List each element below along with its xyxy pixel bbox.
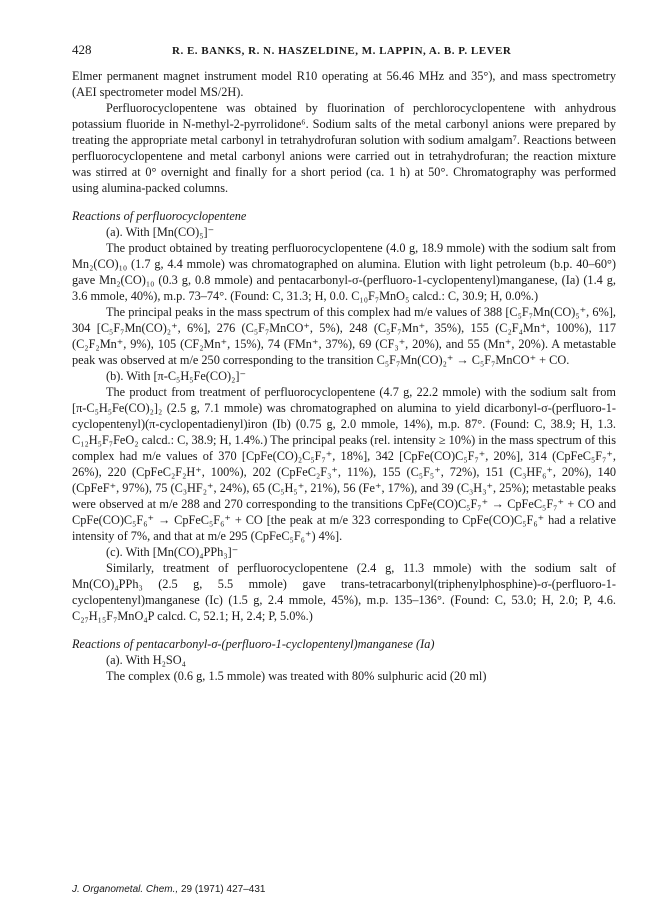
subsection-label: (a). With	[106, 225, 150, 239]
subsection-formula: [Mn(CO)₅]⁻	[152, 225, 215, 239]
paragraph-b: The product from treatment of perfluorocyclopentene (4.7 g, 22.2 mmole) with the sodium salt from [π-C₅H₅Fe(CO)₂]₂ (2.5 g, 7.1 mmole) was chromatographed on alumina to yield dicarbonyl-σ-(perfluoro-1-cyclopentenyl)(π-cyclopentadienyl)iron (Ib) (0.75 g, 2.0 mmole, 14%), m.p. 87°. (Found: C, 38.9; H, 1.3. C₁₂H₅F₇FeO₂ calcd.: C, 38.9; H, 1.4%.) The principal peaks (rel. intensity ≥ 10%) in the mass spectrum of this complex had m/e values of 370 [CpFe(CO)₂C₅F₇⁺, 18%], 342 [CpFe(CO)C₅F₇⁺, 20%], 314 (CpFeC₅F₇⁺, 26%), 220 (CpFeC₂F₂H⁺, 100%), 202 (CpFeC₂F₃⁺, 11%), 155 (C₅F₅⁺, 72%), 151 (C₃HF₆⁺, 20%), 140 (CpFeF⁺, 97%), 75 (C₃HF₂⁺, 24%), 65 (C₅H₅⁺, 21%), 56 (Fe⁺, 17%), and 39 (C₃H₃⁺, 25%); metastable peaks were observed at m/e 288 and 270 corresponding to the transitions CpFe(CO)C₅F₇⁺ → CpFeC₅F₇⁺ + CO and CpFe(CO)C₅F₆⁺ → CpFeC₅F₆⁺ + CO [the peak at m/e 323 corresponding to CpFe(CO)C₅F₆⁺ had a relative intensity of 7%, and that at m/e 295 (CpFeC₅F₆⁺) 4%].	[72, 385, 616, 543]
section-heading-2: Reactions of pentacarbonyl-σ-(perfluoro-1-cyclopentenyl)manganese (Ia)	[72, 637, 435, 651]
journal-name: J. Organometal. Chem.,	[72, 884, 179, 895]
subsection-label: (a). With	[106, 653, 150, 667]
subsection-b-heading	[72, 368, 616, 384]
body-text	[72, 68, 616, 684]
journal-footer	[72, 884, 265, 895]
subsection-formula: H₂SO₄	[152, 653, 186, 667]
page-number: 428	[72, 42, 92, 57]
paragraph-c: Similarly, treatment of perfluorocyclopentene (2.4 g, 11.3 mmole) with the sodium salt of Mn(CO)₄PPh₃ (2.5 g, 5.5 mmole) gave trans-tetracarbonyl(triphenylphosphine)-σ-(perfluoro-1-cyclopentenyl)manganese (Ic) (1.5 g, 2.4 mmole, 45%), m.p. 135–136°. (Found: C, 53.0; H, 2.0; P, 4.6. C₂₇H₁₅F₇MnO₄P calcd. C, 52.1; H, 2.4; P, 5.0%.)	[72, 561, 616, 623]
paragraph-1: Elmer permanent magnet instrument model R10 operating at 56.46 MHz and 35°), and mass spectrometry (AEI spectrometer model MS/2H).	[72, 69, 616, 99]
subsection-a-heading	[72, 224, 616, 240]
paragraph-2: Perfluorocyclopentene was obtained by fluorination of perchlorocyclopentene with anhydrous potassium fluoride in N-methyl-2-pyrrolidone⁶. Sodium salts of the metal carbonyl anions were prepared by treating the appropriate metal carbonyl in tetrahydrofuran solution with sodium amalgam⁷. Reactions between perfluorocyclopentene and metal carbonyl anions were carried out in tetrahydrofuran; the reaction mixture was stirred at 0° overnight and finally for a short period (ca. 1 h) at 50°. Chromatography was performed using alumina-packed columns.	[72, 101, 616, 195]
subsection-formula: [Mn(CO)₄PPh₃]⁻	[152, 545, 239, 559]
paragraph-2a: The complex (0.6 g, 1.5 mmole) was treated with 80% sulphuric acid (20 ml)	[106, 669, 487, 683]
journal-citation: 29 (1971) 427–431	[180, 884, 266, 895]
subsection-label: (c). With	[106, 545, 150, 559]
subsection-formula: [π-C₅H₅Fe(CO)₂]⁻	[153, 369, 246, 383]
running-head: R. E. BANKS, R. N. HASZELDINE, M. LAPPIN, A. B. P. LEVER	[172, 45, 512, 57]
subsection-c-heading	[72, 544, 616, 560]
subsection-label: (b). With	[106, 369, 151, 383]
page-header	[72, 42, 616, 58]
paragraph-a2: The principal peaks in the mass spectrum of this complex had m/e values of 388 [C₅F₇Mn(CO)₅⁺, 6%], 304 [C₅F₇Mn(CO)₂⁺, 6%], 276 (C₅F₇MnCO⁺, 5%), 248 (C₅F₇Mn⁺, 35%), 155 (C₂F₄Mn⁺, 100%), 117 (C₂F₂Mn⁺, 9%), 105 (CF₂Mn⁺, 15%), 74 (FMn⁺, 37%), 69 (CF₃⁺, 20%), and 55 (Mn⁺, 20%). A metastable peak was observed at m/e 250 corresponding to the transition C₅F₇Mn(CO)₂⁺ → C₅F₇MnCO⁺ + CO.	[72, 305, 616, 367]
section-heading-1: Reactions of perfluorocyclopentene	[72, 209, 247, 223]
paragraph-a1: The product obtained by treating perfluorocyclopentene (4.0 g, 18.9 mmole) with the sodium salt from Mn₂(CO)₁₀ (1.7 g, 4.4 mmole) was chromatographed on alumina. Elution with light petroleum (b.p. 40–60°) gave Mn₂(CO)₁₀ (0.3 g, 0.8 mmole) and pentacarbonyl-σ-(perfluoro-1-cyclopentenyl)manganese, (Ia) (1.4 g, 3.6 mmole, 40%), m.p. 73–74°. (Found: C, 31.3; H, 0.0. C₁₀F₇MnO₅ calcd.: C, 30.9; H, 0.0%.)	[72, 241, 616, 303]
page	[72, 42, 616, 684]
subsection-2a-heading	[72, 652, 616, 668]
